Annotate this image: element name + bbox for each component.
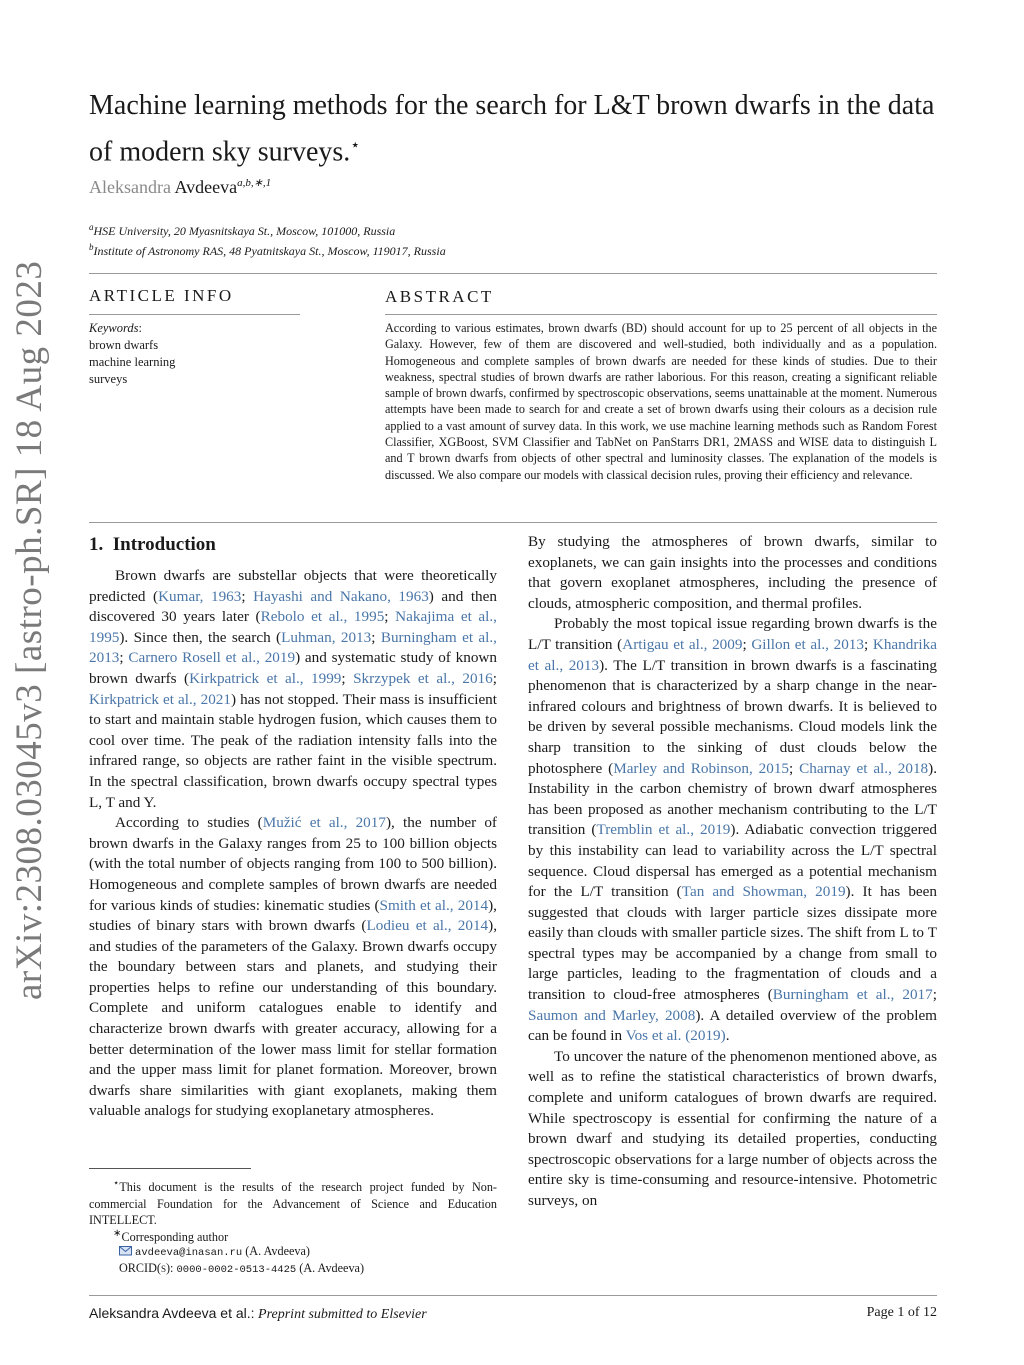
citation-link[interactable]: Hayashi and Nakano, 1963 xyxy=(253,587,429,605)
affiliation-text: Institute of Astronomy RAS, 48 Pyatnitskaya St., Moscow, 119017, Russia xyxy=(93,244,446,258)
keyword: surveys xyxy=(89,372,128,386)
orcid-owner: (A. Avdeeva) xyxy=(296,1261,365,1275)
footer-left xyxy=(89,1305,427,1323)
paragraph xyxy=(89,566,497,813)
section-title: Introduction xyxy=(112,534,216,555)
paragraph-text: ), studies of binary stars with brown dwarfs ( xyxy=(89,896,497,935)
citation-link[interactable]: Rebolo et al., 1995 xyxy=(260,608,385,626)
citation-link[interactable]: Smith et al., 2014 xyxy=(379,896,489,914)
article-info-rule xyxy=(89,314,300,315)
title-star: ⋆ xyxy=(350,137,361,154)
paragraph xyxy=(89,813,497,1122)
section-number: 1. xyxy=(89,534,104,555)
paper-title xyxy=(89,86,949,172)
affiliation-a xyxy=(89,222,395,239)
citation-link[interactable]: Gillon et al., 2013 xyxy=(751,635,864,653)
abstract-rule xyxy=(385,314,937,315)
title-text: Machine learning methods for the search for L&T brown dwarfs in the data of modern sky surveys. xyxy=(89,90,935,168)
footer-page: Page 1 of 12 xyxy=(866,1305,937,1320)
affiliation-mark: b xyxy=(89,242,94,252)
orcid-label: ORCID(s): xyxy=(119,1261,177,1275)
paragraph-text: ). Adiabatic convection triggered by this instability can lead to variability across the L/T spectral sequence. Cloud dispersal has emerged as a potential mechanism for the L/T transition ( xyxy=(528,821,937,901)
citation-link[interactable]: Skrzypek et al., 2016 xyxy=(353,669,493,687)
paragraph-text: ; xyxy=(864,635,873,653)
paragraph-text: ; xyxy=(119,649,129,667)
keywords-label: Keywords: xyxy=(89,321,143,335)
paragraph-text: Probably the most topical issue regarding brown dwarfs is the L/T transition ( xyxy=(528,615,937,653)
email-owner: (A. Avdeeva) xyxy=(242,1244,310,1258)
envelope-icon xyxy=(119,1245,132,1256)
abstract-heading: ABSTRACT xyxy=(385,287,494,306)
top-rule xyxy=(89,273,937,274)
affiliation-b xyxy=(89,242,446,259)
right-column xyxy=(528,532,937,1212)
footnote-mark: ∗ xyxy=(113,1228,122,1239)
paragraph-text: ), and studies of the parameters of the Galaxy. Brown dwarfs occupy the boundary between stars and planets, and studying their properties helps to refine our understanding of this boundary. Complete and uniform catalogues enable to identify and characterize brown dwarfs with greater accuracy, allowing for a better determination of the lower mass limit for stellar formation and the upper mass limit for planet formation. Moreover, brown dwarfs share similarities with giant exoplanets, making them valuable analogs for studying exoplanetary atmospheres. xyxy=(89,917,498,1120)
footnote-mark: ⋆ xyxy=(113,1178,120,1189)
citation-link[interactable]: Tremblin et al., 2019 xyxy=(596,821,731,839)
citation-link[interactable]: Charnay et al., 2018 xyxy=(799,759,929,777)
citation-link[interactable]: Carnero Rosell et al., 2019 xyxy=(128,649,296,667)
paragraph-text: ). A detailed overview of the problem can be found in xyxy=(528,1006,937,1045)
footnote-email xyxy=(119,1243,310,1262)
paragraph: To uncover the nature of the phenomenon mentioned above, as well as to refine the statistical characteristics of brown dwarfs, complete and uniform catalogues of brown dwarfs are required. While spectroscopy is essential for confirming the nature of a brown dwarf and studying its detailed properties, conducting spectroscopic observations for a large number of objects across the entire sky is time-consuming and resource-intensive. Photometric surveys, on xyxy=(528,1047,937,1209)
paragraph-text: ; xyxy=(341,669,354,687)
paragraph-text: Brown dwarfs are substellar objects that were theoretically predicted ( xyxy=(89,567,497,605)
left-column xyxy=(89,566,497,1122)
section-heading xyxy=(89,534,216,556)
citation-link[interactable]: Tan and Showman, 2019 xyxy=(681,883,846,901)
paragraph-text: ; xyxy=(789,759,800,777)
footnote-corresponding-text: Corresponding author xyxy=(121,1230,229,1245)
footnote-funding-text: This document is the results of the research project funded by Non-commercial Foundation for the Advancement of Science and Education INTELLECT. xyxy=(89,1180,497,1228)
paragraph-text: ). Since then, the search ( xyxy=(119,628,282,646)
abstract-text: According to various estimates, brown dwarfs (BD) should account for up to 25 percent of all objects in the Galaxy. However, few of them are discovered and well-studied, both individually and as a population. Homogeneous and complete samples of brown dwarfs are needed for these kinds of studies. Due to their weakness, spectral studies of brown dwarfs are rather laborious. For this reason, creating a significant reliable sample of brown dwarfs, confirmed by spectroscopic observations, seems unattainable at the moment. Numerous attempts have been made to search for and create a set of brown dwarfs using their colours as a decision rule applied to a vast amount of survey data. In this work, we use machine learning methods such as Random Forest Classifier, XGBoost, SVM Classifier and TabNet on PanStarrs DR1, 2MASS and WISE data to distinguish L and T brown dwarfs from objects of other spectral and luminosity classes. The explanation of the models is discussed. We also compare our models with classical decision rules, proving their efficiency and relevance. xyxy=(385,321,937,482)
footer-rule xyxy=(89,1295,937,1296)
citation-link[interactable]: Burningham et al., 2013 xyxy=(89,628,497,667)
paragraph-text: ), the number of brown dwarfs in the Galaxy ranges from 25 to 100 billion objects (with the total number of objects ranging from 100 to 500 billion). Homogeneous and complete samples of brown dwarfs are needed for various kinds of studies: kinematic studies ( xyxy=(89,814,497,914)
paragraph-text: ; xyxy=(492,669,497,687)
paragraph-text: ; xyxy=(371,628,381,646)
citation-link[interactable]: Kumar, 1963 xyxy=(158,587,242,605)
footnote-funding xyxy=(89,1176,497,1229)
author-given-name: Aleksandra xyxy=(89,177,171,197)
author-line xyxy=(89,176,271,198)
citation-link[interactable]: Burningham et al., 2017 xyxy=(772,986,933,1004)
author-family-name: Avdeeva xyxy=(174,177,238,197)
orcid-link[interactable]: 0000-0002-0513-4425 xyxy=(176,1264,297,1276)
paragraph-text: ). The L/T transition in brown dwarfs is a fascinating phenomenon that is characterized by a sharp change in the near-infrared colours and brightness of brown dwarfs. It is believed to be driven by several possible mechanisms. Cloud models link the sharp transition to the sinking of dust clouds below the photosphere ( xyxy=(528,656,937,777)
email-link[interactable]: avdeeva@inasan.ru xyxy=(135,1247,243,1259)
affiliation-text: HSE University, 20 Myasnitskaya St., Moscow, 101000, Russia xyxy=(93,224,396,238)
paragraph-text: ; xyxy=(241,587,254,605)
citation-link[interactable]: Lodieu et al., 2014 xyxy=(366,917,489,935)
keywords-label-text: Keywords xyxy=(89,321,139,335)
citation-link[interactable]: Artigau et al., 2009 xyxy=(622,635,743,653)
paragraph-text: ). Instability in the carbon chemistry of brown dwarf atmospheres has been proposed as another mechanism contributing to the L/T transition ( xyxy=(528,759,937,839)
citation-link[interactable]: Vos et al. (2019) xyxy=(625,1027,726,1045)
footer-journal: Preprint submitted to Elsevier xyxy=(258,1307,427,1322)
arxiv-identifier: arXiv:2308.03045v3 [astro-ph.SR] 18 Aug 2023 xyxy=(9,260,50,1000)
author-marks: a,b,∗,1 xyxy=(237,177,272,189)
paragraph xyxy=(528,614,937,1046)
article-info-heading: ARTICLE INFO xyxy=(89,286,234,305)
paragraph-text: ; xyxy=(742,635,752,653)
affiliation-mark: a xyxy=(89,222,94,232)
paragraph-text: ; xyxy=(932,986,937,1004)
citation-link[interactable]: Khandrika et al., 2013 xyxy=(528,635,937,674)
footnote-rule xyxy=(89,1168,251,1169)
paragraph-text: ; xyxy=(384,608,396,626)
citation-link[interactable]: Kirkpatrick et al., 2021 xyxy=(89,690,231,708)
keyword: machine learning xyxy=(89,355,176,369)
body-rule xyxy=(89,522,937,523)
paragraph-text: ). It has been suggested that clouds with larger particle sizes dissipate more easily than clouds with smaller particle sizes. The shift from L to T spectral types may be accompanied by a change from small to large particles, leading to the fragmentation of clouds and a transition to cloud-free atmospheres ( xyxy=(528,883,937,1004)
paragraph-text: According to studies ( xyxy=(115,814,263,832)
paragraph-text: ) has not stopped. Their mass is insufficient to start and maintain stable hydrogen fusion, which causes them to cool over time. The peak of the radiation intensity falls into the infrared range, so objects are rather faint in the visible spectrum. In the spectral classification, brown dwarfs occupy spectral types L, T and Y. xyxy=(89,690,497,811)
paragraph: By studying the atmospheres of brown dwarfs, similar to exoplanets, we can gain insights into the processes and conditions that govern exoplanet atmospheres, including the presence of clouds, atmospheric composition, and thermal profiles. xyxy=(528,533,937,612)
paragraph-text: ) and then discovered 30 years later ( xyxy=(89,587,497,626)
keyword: brown dwarfs xyxy=(89,338,159,352)
citation-link[interactable]: Saumon and Marley, 2008 xyxy=(528,1006,696,1024)
paragraph-text: . xyxy=(725,1027,730,1045)
keywords-block xyxy=(89,320,175,388)
paragraph-text: ) and systematic study of known brown dwarfs ( xyxy=(89,649,497,687)
footnote-orcid xyxy=(119,1260,364,1279)
citation-link[interactable]: Marley and Robinson, 2015 xyxy=(613,759,790,777)
citation-link[interactable]: Mužić et al., 2017 xyxy=(262,814,386,832)
footer-authors: Aleksandra Avdeeva et al.: xyxy=(89,1305,255,1321)
citation-link[interactable]: Luhman, 2013 xyxy=(281,628,372,646)
citation-link[interactable]: Kirkpatrick et al., 1999 xyxy=(189,669,342,687)
citation-link[interactable]: Nakajima et al., 1995 xyxy=(89,608,497,646)
